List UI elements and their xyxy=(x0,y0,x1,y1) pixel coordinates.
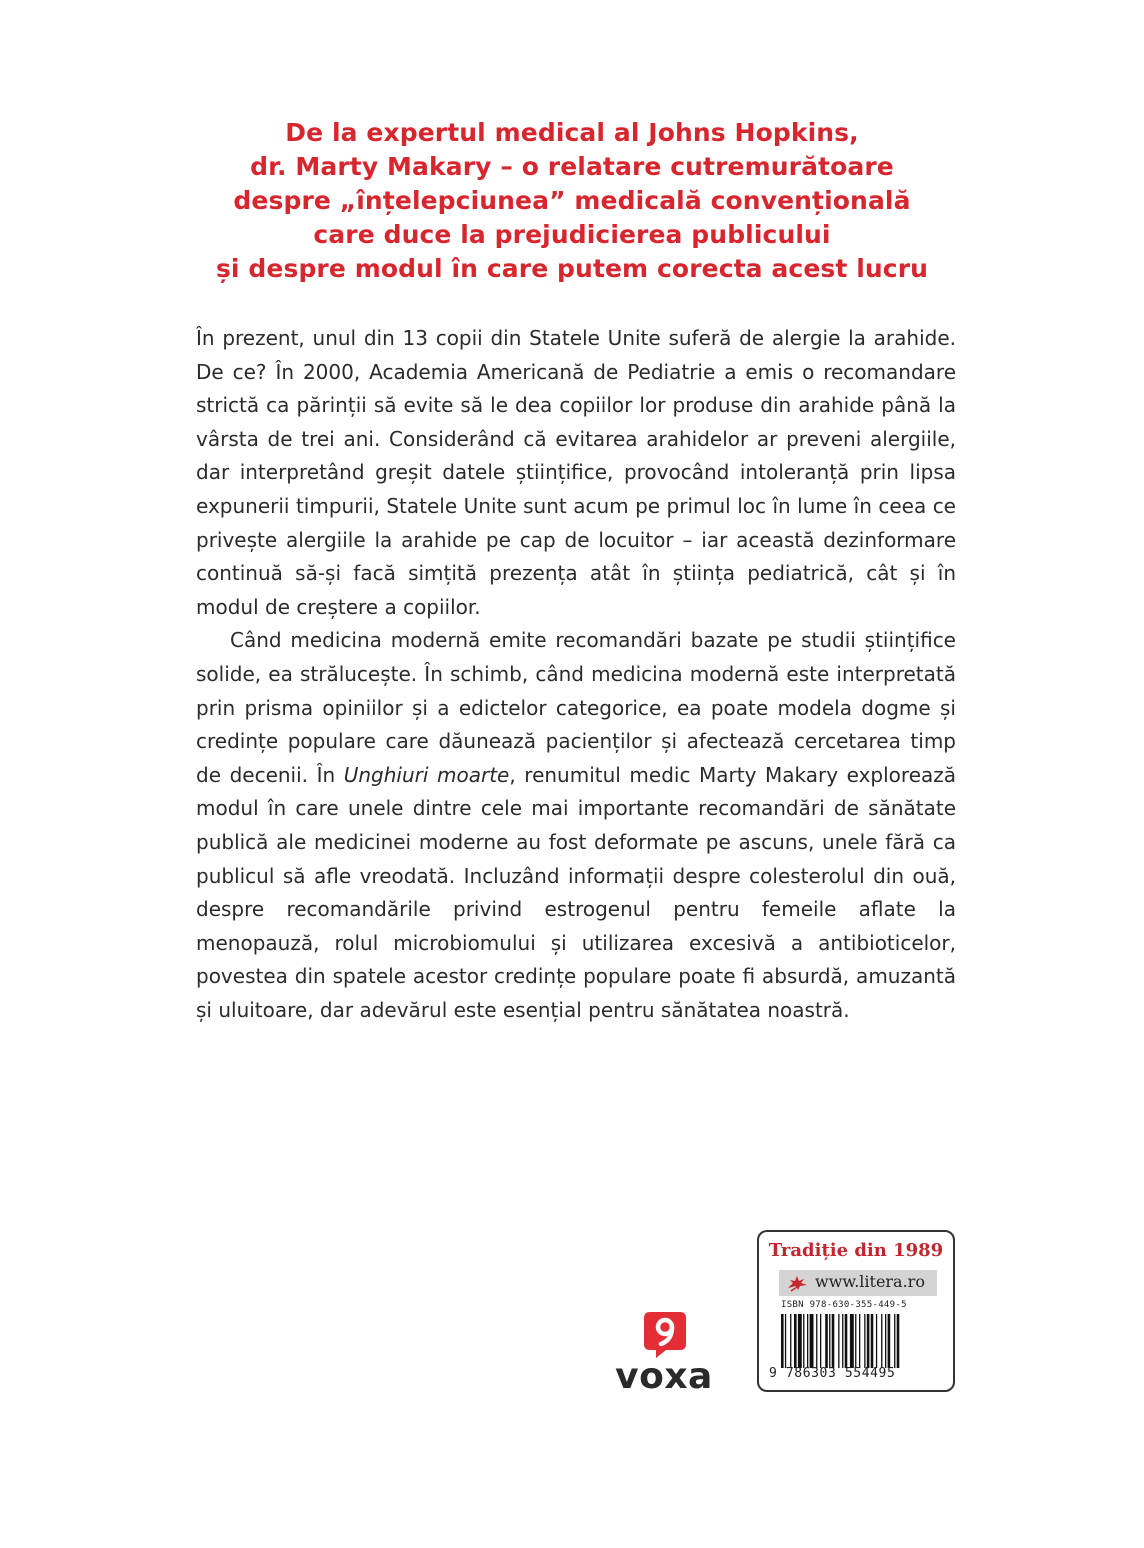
barcode-bar xyxy=(825,1314,828,1368)
voxa-mark-icon xyxy=(642,1310,688,1360)
headline-line-3: despre „înțelepciunea” medicală convențională xyxy=(233,186,911,215)
barcode-bar xyxy=(871,1314,874,1368)
barcode-bar xyxy=(855,1314,856,1368)
headline-line-2: dr. Marty Makary – o relatare cutremurătoare xyxy=(250,152,894,181)
isbn-text: ISBN 978-630-355-449-5 xyxy=(781,1300,907,1310)
blurb-paragraph-2-start: Când medicina modernă emite recomandări bazate pe studii științifice solide, ea strălucește. În schimb, când medicina modernă este interpretată prin prisma opiniilor și a edictelor categorice, ea poate modela dogme și credințe populare care dăunează pacienților și afectează cercetarea timp de decenii. În xyxy=(196,628,956,787)
barcode-box xyxy=(757,1230,955,1392)
blurb-paragraph-2 xyxy=(196,624,956,1027)
barcode-bar xyxy=(859,1314,860,1368)
tradition-label: Tradiție din 1989 xyxy=(768,1240,944,1261)
headline-line-4: care duce la prejudicierea publicului xyxy=(313,220,831,249)
headline xyxy=(150,116,994,286)
barcode-bar xyxy=(794,1314,797,1368)
barcode-bar xyxy=(781,1314,784,1368)
blurb-paragraph-2-end: , renumitul medic Marty Makary explorează modul în care unele dintre cele mai importante recomandări de sănătate publică ale medicinei moderne au fost deformate pe ascuns, unele fără ca publicul să afle vreodată. Incluzând informații despre colesterolul din ouă, despre recomandările privind estrogenul pentru femeile aflate la menopauză, rolul microbiomului și utilizarea excesivă a antibioticelor, povestea din spatele acestor credințe populare poate fi absurdă, amuzantă și uluitoare, dar adevărul este esențial pentru sănătatea noastră. xyxy=(196,762,957,1022)
website-text: www.litera.ro xyxy=(815,1272,925,1291)
barcode-bar xyxy=(876,1314,877,1368)
barcode-bar xyxy=(845,1314,848,1368)
website-strip xyxy=(779,1270,937,1296)
barcode-bar xyxy=(850,1314,854,1368)
barcode-bar xyxy=(838,1314,839,1368)
barcode-bar xyxy=(785,1314,786,1368)
barcode-bar xyxy=(894,1314,895,1368)
barcode-bar xyxy=(803,1314,804,1368)
barcode-bar xyxy=(881,1314,882,1368)
barcode-bar xyxy=(888,1314,891,1368)
barcode-bar xyxy=(807,1314,808,1368)
barcode-bar xyxy=(897,1314,900,1368)
blurb-text xyxy=(196,322,956,1027)
book-title: Unghiuri moarte xyxy=(343,762,510,787)
barcode-bar xyxy=(842,1314,843,1368)
barcode-bar xyxy=(867,1314,870,1368)
headline-line-1: De la expertul medical al Johns Hopkins, xyxy=(285,118,859,147)
barcode-digits: 9 786303 554495 xyxy=(769,1366,896,1381)
blurb-paragraph-1: În prezent, unul din 13 copii din Statele Unite suferă de alergie la arahide. De ce? În 2000, Academia Americană de Pediatrie a emis o recomandare strictă ca părinții să evite să le dea copiilor lor produse din arahide până la vârsta de trei ani. Considerând că evitarea arahidelor ar preveni alergiile, dar interpretând greșit datele științifice, provocând intoleranță prin lipsa expunerii timpurii, Statele Unite sunt acum pe primul loc în lume în ceea ce privește alergiile la arahide pe cap de locuitor – iar această dezinformare continuă să-și facă simțită prezența atât în știința pediatrică, cât și în modul de creștere a copiilor. xyxy=(196,326,956,619)
maple-leaf-icon xyxy=(785,1274,811,1292)
voxa-wordmark: voxa xyxy=(615,1356,713,1397)
barcode-bar xyxy=(816,1314,817,1368)
barcode-bars xyxy=(781,1314,937,1368)
barcode-bar xyxy=(832,1314,835,1368)
barcode-bar xyxy=(820,1314,821,1368)
headline-line-5: și despre modul în care putem corecta acest lucru xyxy=(215,254,929,283)
barcode-bar xyxy=(790,1314,791,1368)
barcode-bar xyxy=(810,1314,814,1368)
barcode-bar xyxy=(885,1314,886,1368)
barcode-bar xyxy=(829,1314,830,1368)
barcode-bar xyxy=(798,1314,802,1368)
barcode-bar xyxy=(864,1314,865,1368)
voxa-logo xyxy=(602,1308,726,1404)
